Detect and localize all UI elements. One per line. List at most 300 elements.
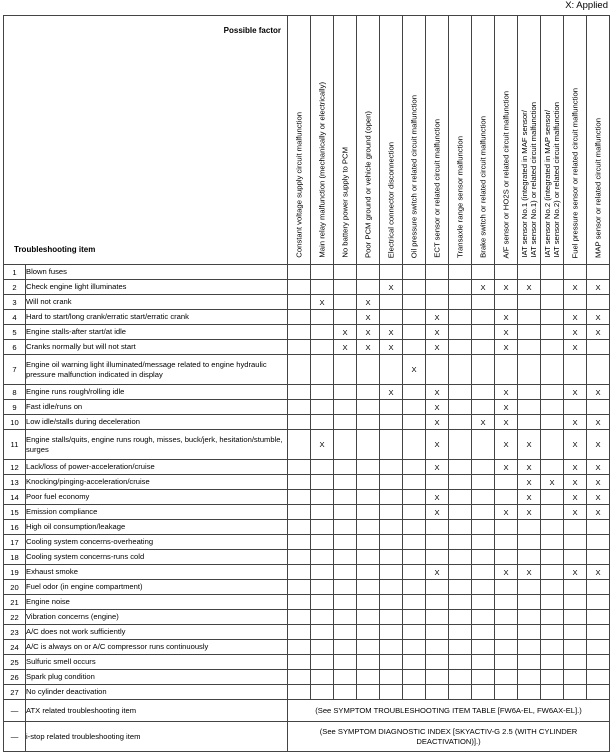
- row-number: 25: [4, 655, 26, 670]
- factor-cell: [495, 535, 518, 550]
- factor-cell: [541, 415, 564, 430]
- factor-cell: [403, 640, 426, 655]
- factor-cell: [449, 355, 472, 385]
- row-number: 1: [4, 265, 26, 280]
- row-number: 27: [4, 685, 26, 700]
- factor-cell: [357, 610, 380, 625]
- factor-cell: [564, 580, 587, 595]
- row-item: Engine noise: [26, 595, 288, 610]
- factor-cell: [472, 295, 495, 310]
- applied-mark: X: [342, 327, 348, 337]
- row-item: Low idle/stalls during deceleration: [26, 415, 288, 430]
- factor-cell: [518, 460, 541, 475]
- row-item: Fuel odor (in engine compartment): [26, 580, 288, 595]
- factor-label: Main relay malfunction (mechanically or electrically): [317, 82, 327, 258]
- factor-cell: [426, 655, 449, 670]
- factor-cell: [495, 655, 518, 670]
- table-row: [4, 505, 610, 520]
- note-row: [4, 700, 610, 722]
- table-row: [4, 280, 610, 295]
- factor-cell: [311, 415, 334, 430]
- factor-cell: [495, 475, 518, 490]
- factor-cell: [311, 385, 334, 400]
- factor-cell: [541, 670, 564, 685]
- factor-cell: [449, 670, 472, 685]
- factor-cell: [380, 400, 403, 415]
- factor-header: [449, 16, 472, 265]
- factor-cell: [564, 415, 587, 430]
- factor-cell: [357, 310, 380, 325]
- table-row: [4, 265, 610, 280]
- table-row: [4, 355, 610, 385]
- factor-cell: [403, 580, 426, 595]
- factor-cell: [518, 340, 541, 355]
- factor-cell: [403, 535, 426, 550]
- factor-cell: [472, 610, 495, 625]
- table-row: [4, 340, 610, 355]
- row-number: —: [4, 700, 26, 722]
- factor-cell: [472, 325, 495, 340]
- factor-cell: [564, 595, 587, 610]
- applied-mark: X: [595, 440, 601, 449]
- factor-cell: [472, 340, 495, 355]
- factor-cell: [449, 325, 472, 340]
- applied-mark: X: [526, 477, 532, 487]
- factor-cell: [311, 475, 334, 490]
- factor-cell: [564, 550, 587, 565]
- factor-cell: [587, 520, 610, 535]
- table-row: [4, 490, 610, 505]
- factor-cell: [403, 415, 426, 430]
- table-row: [4, 415, 610, 430]
- factor-cell: [311, 670, 334, 685]
- applied-mark: X: [595, 462, 601, 472]
- factor-cell: [380, 595, 403, 610]
- factor-cell: [380, 280, 403, 295]
- factor-cell: [564, 400, 587, 415]
- applied-mark: X: [595, 507, 601, 517]
- factor-cell: [541, 640, 564, 655]
- factor-cell: [472, 265, 495, 280]
- row-number: 26: [4, 670, 26, 685]
- factor-cell: [472, 430, 495, 460]
- factor-cell: [587, 310, 610, 325]
- possible-factor-label: Possible factor: [223, 26, 281, 35]
- factor-cell: [518, 475, 541, 490]
- factor-cell: [564, 325, 587, 340]
- factor-cell: [311, 490, 334, 505]
- row-number: 10: [4, 415, 26, 430]
- applied-mark: X: [503, 312, 509, 322]
- header-corner: [4, 16, 288, 265]
- factor-cell: [564, 490, 587, 505]
- factor-label: Brake switch or related circuit malfunction: [478, 116, 488, 258]
- factor-cell: [541, 340, 564, 355]
- factor-cell: [311, 625, 334, 640]
- factor-cell: [541, 580, 564, 595]
- applied-mark: X: [434, 567, 440, 577]
- factor-cell: [334, 550, 357, 565]
- factor-cell: [403, 655, 426, 670]
- row-number: 22: [4, 610, 26, 625]
- factor-cell: [587, 400, 610, 415]
- factor-cell: [380, 325, 403, 340]
- factor-cell: [311, 640, 334, 655]
- factor-cell: [426, 265, 449, 280]
- row-number: 16: [4, 520, 26, 535]
- factor-cell: [357, 550, 380, 565]
- table-row: [4, 550, 610, 565]
- applied-mark: X: [434, 440, 440, 449]
- applied-mark: X: [572, 327, 578, 337]
- applied-mark: X: [572, 507, 578, 517]
- factor-cell: [426, 475, 449, 490]
- factor-cell: [449, 475, 472, 490]
- factor-cell: [403, 460, 426, 475]
- row-item: Fast idle/runs on: [26, 400, 288, 415]
- factor-cell: [495, 295, 518, 310]
- factor-label: ECT sensor or related circuit malfunction: [432, 119, 442, 258]
- factor-cell: [357, 460, 380, 475]
- factor-cell: [472, 505, 495, 520]
- factor-cell: [403, 625, 426, 640]
- factor-cell: [541, 460, 564, 475]
- factor-header: [334, 16, 357, 265]
- factor-cell: [449, 640, 472, 655]
- factor-cell: [288, 325, 311, 340]
- factor-cell: [541, 475, 564, 490]
- factor-cell: [587, 580, 610, 595]
- factor-cell: [564, 355, 587, 385]
- factor-cell: [426, 460, 449, 475]
- factor-header: [472, 16, 495, 265]
- factor-label: IAT sensor No.2 (integrated in MAP sensor/ IAT sensor No.2) or related circuit malfunction: [543, 102, 561, 258]
- applied-mark: X: [572, 440, 578, 449]
- factor-cell: [541, 505, 564, 520]
- factor-cell: [311, 355, 334, 385]
- factor-cell: [495, 460, 518, 475]
- row-number: 17: [4, 535, 26, 550]
- factor-cell: [472, 490, 495, 505]
- row-number: 5: [4, 325, 26, 340]
- factor-cell: [288, 505, 311, 520]
- factor-cell: [380, 460, 403, 475]
- factor-cell: [472, 475, 495, 490]
- factor-cell: [564, 505, 587, 520]
- factor-cell: [380, 610, 403, 625]
- factor-cell: [403, 325, 426, 340]
- row-number: 13: [4, 475, 26, 490]
- factor-cell: [288, 535, 311, 550]
- factor-cell: [541, 325, 564, 340]
- factor-cell: [334, 655, 357, 670]
- reference-note[interactable]: (See SYMPTOM TROUBLESHOOTING ITEM TABLE [FW6A-EL, FW6AX-EL].): [288, 700, 610, 722]
- factor-cell: [587, 265, 610, 280]
- factor-cell: [449, 565, 472, 580]
- factor-label: MAP sensor or related circuit malfunction: [593, 117, 603, 258]
- factor-cell: [518, 325, 541, 340]
- factor-cell: [472, 595, 495, 610]
- header-row: [4, 16, 610, 265]
- factor-cell: [518, 280, 541, 295]
- factor-cell: [495, 610, 518, 625]
- factor-cell: [518, 505, 541, 520]
- factor-cell: [357, 520, 380, 535]
- factor-cell: [449, 490, 472, 505]
- factor-cell: [403, 670, 426, 685]
- factor-cell: [449, 295, 472, 310]
- row-item: Cranks normally but will not start: [26, 340, 288, 355]
- reference-note[interactable]: (See SYMPTOM DIAGNOSTIC INDEX [SKYACTIV-G 2.5 (WITH CYLINDER DEACTIVATION)].): [288, 722, 610, 752]
- factor-header: [426, 16, 449, 265]
- factor-cell: [357, 385, 380, 400]
- table-row: [4, 580, 610, 595]
- factor-cell: [403, 685, 426, 700]
- row-item: Engine runs rough/rolling idle: [26, 385, 288, 400]
- factor-cell: [288, 355, 311, 385]
- row-number: 18: [4, 550, 26, 565]
- factor-cell: [495, 280, 518, 295]
- applied-mark: X: [526, 507, 532, 517]
- table-row: [4, 685, 610, 700]
- factor-cell: [403, 400, 426, 415]
- table-row: [4, 565, 610, 580]
- factor-cell: [449, 625, 472, 640]
- applied-mark: X: [365, 342, 371, 352]
- factor-cell: [403, 280, 426, 295]
- factor-cell: [288, 640, 311, 655]
- factor-cell: [426, 355, 449, 385]
- factor-cell: [288, 280, 311, 295]
- factor-cell: [587, 490, 610, 505]
- row-item: Vibration concerns (engine): [26, 610, 288, 625]
- applied-mark: X: [503, 402, 509, 412]
- factor-cell: [334, 670, 357, 685]
- factor-cell: [564, 655, 587, 670]
- applied-mark: X: [572, 567, 578, 577]
- factor-cell: [426, 400, 449, 415]
- row-item: A/C does not work sufficiently: [26, 625, 288, 640]
- applied-mark: X: [595, 387, 601, 397]
- factor-cell: [380, 265, 403, 280]
- row-number: 21: [4, 595, 26, 610]
- applied-mark: X: [526, 492, 532, 502]
- factor-cell: [334, 505, 357, 520]
- factor-cell: [449, 415, 472, 430]
- factor-cell: [426, 595, 449, 610]
- factor-cell: [357, 415, 380, 430]
- factor-cell: [311, 565, 334, 580]
- factor-cell: [357, 265, 380, 280]
- factor-cell: [357, 640, 380, 655]
- factor-cell: [449, 550, 472, 565]
- factor-cell: [495, 310, 518, 325]
- note-row: [4, 722, 610, 752]
- factor-cell: [472, 565, 495, 580]
- applied-mark: X: [503, 440, 509, 449]
- factor-cell: [564, 535, 587, 550]
- row-item: Cooling system concerns-runs cold: [26, 550, 288, 565]
- factor-cell: [334, 475, 357, 490]
- factor-cell: [403, 565, 426, 580]
- factor-cell: [541, 400, 564, 415]
- applied-mark: X: [388, 387, 394, 397]
- factor-cell: [495, 400, 518, 415]
- factor-cell: [564, 385, 587, 400]
- factor-cell: [472, 535, 495, 550]
- factor-cell: [587, 355, 610, 385]
- row-number: 15: [4, 505, 26, 520]
- factor-cell: [311, 430, 334, 460]
- row-number: 23: [4, 625, 26, 640]
- factor-cell: [288, 400, 311, 415]
- table-row: [4, 595, 610, 610]
- applied-mark: X: [572, 492, 578, 502]
- factor-cell: [426, 340, 449, 355]
- factor-cell: [564, 625, 587, 640]
- factor-cell: [288, 580, 311, 595]
- table-row: [4, 400, 610, 415]
- factor-header: [564, 16, 587, 265]
- applied-mark: X: [572, 462, 578, 472]
- row-number: 24: [4, 640, 26, 655]
- factor-header: [403, 16, 426, 265]
- factor-label: IAT sensor No.1 (integrated in MAF sensor/ IAT sensor No.1) or related circuit malfunction: [520, 102, 538, 258]
- factor-cell: [334, 430, 357, 460]
- factor-cell: [288, 520, 311, 535]
- factor-cell: [587, 430, 610, 460]
- factor-cell: [518, 295, 541, 310]
- table-row: [4, 325, 610, 340]
- applied-mark: X: [319, 440, 325, 449]
- factor-cell: [495, 670, 518, 685]
- factor-cell: [288, 265, 311, 280]
- factor-cell: [564, 670, 587, 685]
- factor-cell: [426, 685, 449, 700]
- table-row: [4, 520, 610, 535]
- applied-mark: X: [549, 477, 555, 487]
- factor-header: [541, 16, 564, 265]
- factor-cell: [357, 655, 380, 670]
- factor-cell: [495, 505, 518, 520]
- applied-mark: X: [526, 567, 532, 577]
- factor-cell: [426, 670, 449, 685]
- factor-cell: [311, 400, 334, 415]
- factor-cell: [357, 340, 380, 355]
- factor-cell: [334, 310, 357, 325]
- applied-mark: X: [595, 567, 601, 577]
- factor-cell: [426, 385, 449, 400]
- factor-cell: [587, 535, 610, 550]
- factor-cell: [518, 415, 541, 430]
- factor-label: Oil pressure switch or related circuit malfunction: [409, 94, 419, 258]
- factor-cell: [587, 385, 610, 400]
- factor-cell: [403, 550, 426, 565]
- factor-cell: [564, 520, 587, 535]
- factor-header: [495, 16, 518, 265]
- factor-cell: [495, 625, 518, 640]
- factor-label: A/F sensor or HO2S or related circuit malfunction: [501, 90, 511, 258]
- factor-cell: [541, 430, 564, 460]
- row-item: Will not crank: [26, 295, 288, 310]
- factor-cell: [541, 295, 564, 310]
- applied-mark: X: [503, 567, 509, 577]
- applied-mark: X: [319, 297, 325, 307]
- factor-cell: [403, 520, 426, 535]
- factor-cell: [426, 310, 449, 325]
- factor-cell: [495, 430, 518, 460]
- table-row: [4, 460, 610, 475]
- factor-cell: [518, 310, 541, 325]
- applied-mark: X: [388, 282, 394, 292]
- factor-cell: [311, 280, 334, 295]
- factor-cell: [426, 415, 449, 430]
- row-number: 4: [4, 310, 26, 325]
- factor-cell: [403, 355, 426, 385]
- factor-cell: [311, 295, 334, 310]
- factor-cell: [334, 610, 357, 625]
- factor-cell: [518, 430, 541, 460]
- factor-cell: [380, 475, 403, 490]
- factor-cell: [288, 595, 311, 610]
- factor-cell: [564, 685, 587, 700]
- factor-cell: [311, 595, 334, 610]
- factor-cell: [495, 550, 518, 565]
- factor-cell: [288, 475, 311, 490]
- factor-cell: [380, 355, 403, 385]
- row-number: 6: [4, 340, 26, 355]
- row-item: No cylinder deactivation: [26, 685, 288, 700]
- factor-cell: [518, 670, 541, 685]
- table-body: [4, 265, 610, 752]
- troubleshooting-item-label: Troubleshooting item: [14, 245, 96, 254]
- factor-cell: [380, 415, 403, 430]
- factor-cell: [311, 325, 334, 340]
- factor-cell: [288, 625, 311, 640]
- factor-cell: [357, 595, 380, 610]
- factor-cell: [288, 490, 311, 505]
- applied-mark: X: [572, 477, 578, 487]
- factor-cell: [288, 430, 311, 460]
- factor-cell: [288, 460, 311, 475]
- factor-cell: [334, 340, 357, 355]
- applied-mark: X: [411, 365, 417, 374]
- factor-cell: [311, 550, 334, 565]
- factor-cell: [334, 460, 357, 475]
- factor-cell: [541, 520, 564, 535]
- factor-cell: [380, 490, 403, 505]
- factor-cell: [334, 685, 357, 700]
- factor-cell: [587, 550, 610, 565]
- factor-cell: [449, 520, 472, 535]
- factor-cell: [334, 580, 357, 595]
- row-item: A/C is always on or A/C compressor runs continuously: [26, 640, 288, 655]
- factor-cell: [587, 595, 610, 610]
- factor-cell: [587, 655, 610, 670]
- factor-label: No battery power supply to PCM: [340, 147, 350, 258]
- factor-cell: [311, 265, 334, 280]
- factor-cell: [495, 580, 518, 595]
- row-number: 2: [4, 280, 26, 295]
- factor-cell: [518, 400, 541, 415]
- factor-cell: [449, 400, 472, 415]
- factor-cell: [449, 310, 472, 325]
- factor-cell: [380, 580, 403, 595]
- factor-cell: [472, 385, 495, 400]
- row-number: 11: [4, 430, 26, 460]
- factor-cell: [472, 460, 495, 475]
- factor-cell: [587, 475, 610, 490]
